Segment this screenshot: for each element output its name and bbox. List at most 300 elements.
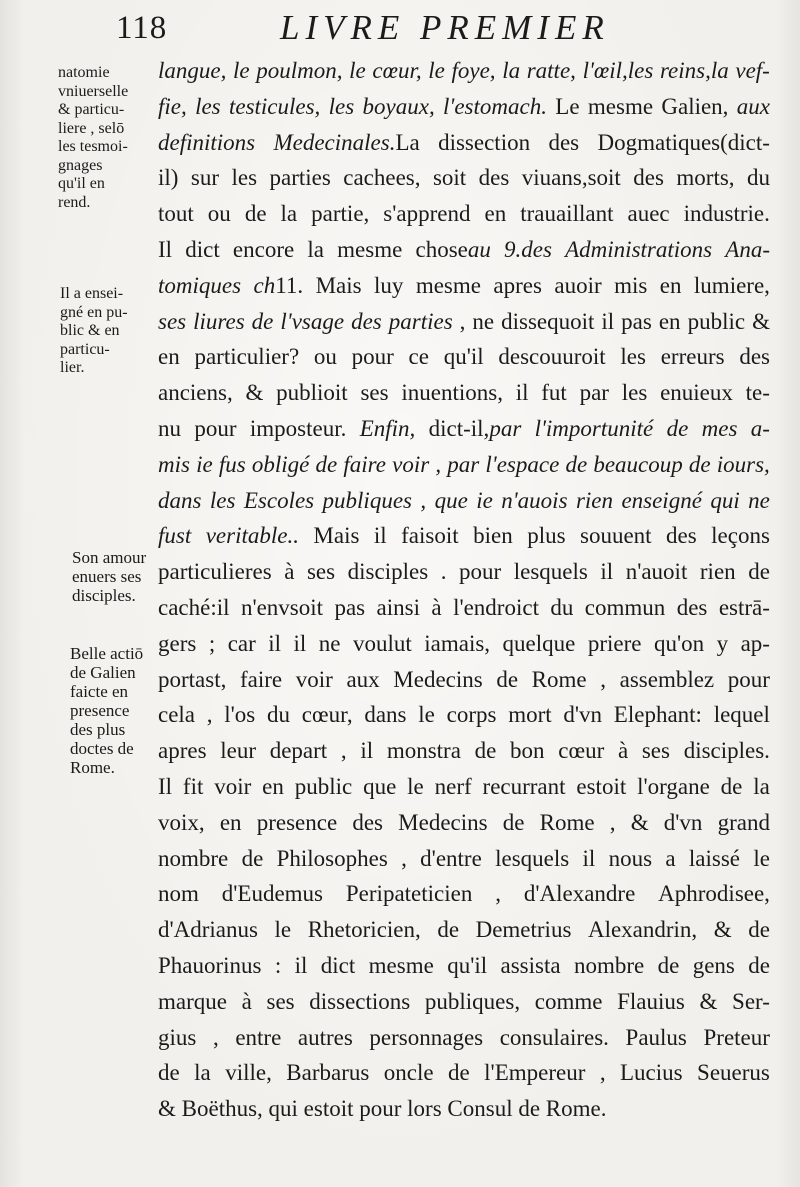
word-part: Mais xyxy=(313,523,360,549)
word-part: à xyxy=(617,738,629,764)
word xyxy=(158,912,258,948)
word xyxy=(693,948,735,984)
margin-note-line: doctes de xyxy=(70,739,134,758)
word xyxy=(250,411,346,447)
word xyxy=(475,733,497,769)
word xyxy=(459,554,501,590)
word xyxy=(158,662,226,698)
word xyxy=(588,89,653,125)
word-part: Lucius xyxy=(620,1060,683,1086)
word xyxy=(231,160,257,196)
word xyxy=(714,697,770,733)
word xyxy=(158,53,226,89)
word-part: il xyxy=(360,738,374,764)
word-part: qu'il xyxy=(447,952,488,978)
word-part: bon xyxy=(510,738,545,764)
word-part: des xyxy=(478,165,510,191)
word xyxy=(158,1020,196,1056)
word-part: veritable.. xyxy=(205,523,299,549)
word-part: depart xyxy=(269,738,328,764)
word-part: Rome xyxy=(531,666,587,692)
word-part: fie, xyxy=(158,93,187,119)
word-part: morts, xyxy=(676,165,735,191)
word xyxy=(262,769,284,805)
word-part: l'vsage xyxy=(280,308,345,334)
word xyxy=(627,196,669,232)
word xyxy=(610,805,616,841)
word-part: l'endroict xyxy=(453,594,539,620)
word xyxy=(719,590,770,626)
margin-note-line: enuers ses xyxy=(72,567,142,586)
text-line xyxy=(158,912,770,948)
word xyxy=(295,948,308,984)
word xyxy=(377,590,420,626)
word xyxy=(276,375,348,411)
word xyxy=(617,984,685,1020)
margin-note-line: gné en pu- xyxy=(60,303,128,321)
word-part: en xyxy=(659,272,682,298)
word-part: ses xyxy=(158,308,187,334)
word-part: Mais xyxy=(315,272,362,298)
word xyxy=(210,483,236,519)
word-part: nu xyxy=(158,415,181,441)
word-part: lequel xyxy=(713,702,770,728)
word xyxy=(435,483,468,519)
word-part: consulaires. xyxy=(499,1024,609,1050)
word-part: de xyxy=(720,773,743,799)
word xyxy=(600,662,606,698)
word-part: des xyxy=(633,165,664,191)
page-number: 118 xyxy=(116,10,168,46)
word xyxy=(281,196,298,232)
word xyxy=(208,196,231,232)
word-part: . xyxy=(440,559,447,585)
word xyxy=(495,876,501,912)
word xyxy=(747,160,770,196)
word-part: voir xyxy=(392,451,430,477)
text-line xyxy=(158,554,770,590)
word xyxy=(659,304,681,340)
word xyxy=(483,769,566,805)
word xyxy=(748,483,770,519)
word-part: auoir xyxy=(554,272,602,298)
word xyxy=(346,662,379,698)
word-part: Demetrius xyxy=(475,917,572,943)
word-part: dict xyxy=(185,236,220,262)
word xyxy=(498,339,605,375)
word xyxy=(441,554,447,590)
word-part: en xyxy=(262,773,284,799)
word xyxy=(601,304,614,340)
word-part: enuieux xyxy=(660,380,733,406)
word-part: ne xyxy=(748,487,770,513)
word xyxy=(183,769,203,805)
word-part: de xyxy=(657,952,680,978)
word-part: partie, xyxy=(311,201,370,227)
word xyxy=(222,876,323,912)
word xyxy=(431,590,441,626)
word xyxy=(609,841,652,877)
word-part: pour xyxy=(194,415,237,441)
word xyxy=(392,447,429,483)
word xyxy=(252,304,274,340)
word-part: des xyxy=(548,129,580,155)
word-part: Paulus xyxy=(625,1024,687,1050)
word xyxy=(502,53,520,89)
word xyxy=(677,590,708,626)
word-part: quelque xyxy=(502,630,576,656)
word-part: de xyxy=(315,451,338,477)
word xyxy=(660,268,682,304)
word-part: par xyxy=(489,415,522,441)
word-part: boyaux, xyxy=(362,93,435,119)
word-part: poulmon, xyxy=(256,58,343,83)
word xyxy=(329,89,355,125)
word-part: le xyxy=(418,702,435,728)
word xyxy=(626,1020,687,1056)
word xyxy=(158,483,201,519)
word-part: descouuroit xyxy=(498,344,606,370)
text-line xyxy=(158,89,770,125)
word xyxy=(337,232,402,268)
word-part: anciens, xyxy=(158,380,233,406)
word-part: , xyxy=(459,308,466,334)
word-part: n'auoit xyxy=(625,559,688,585)
word-part: commun xyxy=(584,594,666,620)
word-part: ses xyxy=(360,380,389,406)
word xyxy=(684,733,770,769)
word-part: estrā- xyxy=(718,594,770,620)
word-part: marque xyxy=(158,988,227,1014)
word xyxy=(158,733,207,769)
word xyxy=(275,912,292,948)
word xyxy=(583,53,654,89)
word-part: plus xyxy=(527,523,566,549)
word-part: ie xyxy=(476,487,493,513)
word-part: l'organe xyxy=(637,773,710,799)
running-head: LIVRE PREMIER xyxy=(280,8,610,47)
word xyxy=(401,518,459,554)
word-part: le xyxy=(753,845,770,871)
word xyxy=(420,483,426,519)
word-part: & xyxy=(752,308,770,334)
word-part: du xyxy=(550,594,574,620)
word-part: qu'on xyxy=(653,630,705,656)
word xyxy=(321,948,356,984)
word xyxy=(360,375,388,411)
word-part: Rome xyxy=(539,809,595,835)
word-part: encore xyxy=(232,236,295,262)
word xyxy=(576,483,613,519)
word xyxy=(384,1055,434,1091)
word xyxy=(495,841,569,877)
word xyxy=(280,304,344,340)
word xyxy=(308,912,421,948)
word xyxy=(448,1055,470,1091)
word-part: & xyxy=(630,809,649,835)
word xyxy=(618,733,628,769)
word xyxy=(614,268,647,304)
word-part: mesme xyxy=(415,272,481,298)
word xyxy=(314,339,337,375)
word-part: d'vn xyxy=(563,702,603,728)
word-part: portast, xyxy=(158,666,227,692)
word-part: iamais, xyxy=(424,630,491,656)
word-part: nom xyxy=(158,881,199,907)
word xyxy=(447,697,497,733)
word xyxy=(415,232,490,268)
word-part: l'œil,les xyxy=(582,58,654,83)
word xyxy=(254,268,304,304)
word-part: l'os xyxy=(224,702,256,728)
word-part: disciples xyxy=(347,559,429,585)
word-part: il xyxy=(294,952,308,978)
word xyxy=(316,447,338,483)
word xyxy=(504,232,552,268)
word-part: langue, xyxy=(158,58,227,83)
word-part: ainsi xyxy=(376,594,420,620)
word xyxy=(158,339,180,375)
word-part: du xyxy=(267,702,291,728)
word-part: il xyxy=(373,523,387,549)
word-part: cœur xyxy=(558,738,605,764)
word-part: mes xyxy=(701,415,738,441)
word xyxy=(554,268,601,304)
word-part: car xyxy=(227,630,256,656)
word xyxy=(298,1020,353,1056)
word-part: en xyxy=(658,308,681,334)
word xyxy=(593,447,682,483)
word xyxy=(207,697,213,733)
word-part: , xyxy=(495,881,501,907)
word-part: a- xyxy=(750,415,770,441)
word xyxy=(268,626,281,662)
word-part: rien xyxy=(575,487,614,513)
word-part: testicules, xyxy=(228,93,321,119)
word-part: publiques xyxy=(322,487,412,513)
word xyxy=(158,769,172,805)
word-part: de xyxy=(158,1060,180,1086)
word-part: des xyxy=(351,308,382,334)
word-part: les xyxy=(231,165,258,191)
word xyxy=(158,948,262,984)
word xyxy=(158,268,241,304)
word-part: Administrations xyxy=(565,236,713,262)
word-part: l'espace xyxy=(485,451,560,477)
word-part: dissequoit xyxy=(501,308,595,334)
margin-note-line: natomie xyxy=(58,64,110,81)
word xyxy=(418,697,435,733)
word-part: bien xyxy=(473,523,513,549)
word xyxy=(348,554,429,590)
word-part: , xyxy=(401,845,407,871)
word xyxy=(194,1055,211,1091)
word xyxy=(158,125,255,161)
margin-note-line: Belle actiō xyxy=(70,644,144,663)
word xyxy=(241,590,323,626)
word-part: liures xyxy=(193,308,245,334)
word-part: Il xyxy=(158,236,173,262)
word-part: que xyxy=(363,773,397,799)
word-part: , xyxy=(340,738,347,764)
margin-note-line: particu- xyxy=(60,340,110,358)
text-line xyxy=(158,841,770,877)
word xyxy=(527,518,565,554)
word-part: faire xyxy=(239,666,283,692)
word xyxy=(548,125,579,161)
word-part: d'Eudemus xyxy=(221,881,324,907)
word-part: Medecins xyxy=(393,666,483,692)
margin-note-line: qu'il en xyxy=(58,175,105,192)
word xyxy=(374,268,403,304)
word-part: faire xyxy=(343,451,386,477)
word xyxy=(721,769,743,805)
word xyxy=(633,160,664,196)
word xyxy=(728,662,770,698)
word-part: le xyxy=(428,58,445,83)
word-part: dict-il, xyxy=(428,415,490,441)
word-part: foye, xyxy=(451,58,496,83)
word xyxy=(660,53,729,89)
word-part: ne xyxy=(472,308,495,334)
word xyxy=(158,304,186,340)
word xyxy=(158,518,191,554)
word xyxy=(228,626,256,662)
word xyxy=(219,447,246,483)
word xyxy=(460,304,466,340)
word xyxy=(555,89,579,125)
word-part: mis xyxy=(614,272,648,298)
word xyxy=(158,411,181,447)
margin-note-line: liere , selō xyxy=(58,119,125,137)
word xyxy=(425,984,520,1020)
word-part: les xyxy=(195,93,221,119)
word-part: la xyxy=(280,201,298,227)
word xyxy=(213,1020,219,1056)
word xyxy=(360,733,373,769)
word xyxy=(158,590,230,626)
word xyxy=(224,697,255,733)
word-part: pas xyxy=(621,308,652,334)
word-part: fit xyxy=(182,773,204,799)
word-part: voir xyxy=(295,666,333,692)
word-part: imposteur. xyxy=(249,415,347,441)
word-part: de xyxy=(748,559,770,585)
word xyxy=(660,375,733,411)
word-part: l'importunité xyxy=(534,415,654,441)
word xyxy=(717,447,770,483)
word-part: laissé xyxy=(688,845,741,871)
word xyxy=(235,1020,281,1056)
word-part: Enfin, xyxy=(359,415,416,441)
text-run: & Boëthus, qui estoit pour lors Consul de Rome. xyxy=(158,1096,607,1122)
word xyxy=(479,160,510,196)
word-part: mesme xyxy=(368,952,434,978)
word xyxy=(242,841,264,877)
word-part: personnages xyxy=(369,1024,484,1050)
word-part: : xyxy=(274,952,282,978)
word xyxy=(694,268,770,304)
word-part: estoit xyxy=(576,773,627,799)
word-part: ou xyxy=(207,201,231,227)
word xyxy=(689,841,740,877)
word-part: ses xyxy=(641,738,670,764)
word-part: te- xyxy=(745,380,770,406)
word xyxy=(622,375,648,411)
word xyxy=(360,411,416,447)
word xyxy=(256,53,342,89)
word-part: de xyxy=(748,917,770,943)
word xyxy=(334,590,365,626)
word xyxy=(311,196,369,232)
margin-note-line: gnages xyxy=(58,156,103,174)
word xyxy=(302,697,353,733)
word xyxy=(438,125,530,161)
word-part: des xyxy=(739,344,770,370)
text-line xyxy=(158,626,770,662)
text-line xyxy=(158,1091,770,1127)
word xyxy=(295,769,353,805)
word-part: monstra xyxy=(386,738,461,764)
word xyxy=(714,912,732,948)
word-part: , xyxy=(599,1060,606,1086)
word xyxy=(194,411,236,447)
word xyxy=(158,805,205,841)
word xyxy=(620,339,646,375)
word xyxy=(520,196,613,232)
word xyxy=(748,912,770,948)
word xyxy=(270,733,327,769)
word-part: l'Empereur xyxy=(484,1060,586,1086)
word xyxy=(257,805,337,841)
word xyxy=(732,984,770,1020)
text-line xyxy=(158,948,770,984)
word xyxy=(296,662,333,698)
word-part: le xyxy=(349,58,366,83)
word-part: priere xyxy=(587,630,642,656)
word xyxy=(352,339,394,375)
word-part: parties xyxy=(388,308,453,334)
word-part: la xyxy=(194,1060,211,1086)
word-part: pour xyxy=(727,666,770,692)
word xyxy=(225,1055,272,1091)
word-part: d'Alexandre xyxy=(523,881,636,907)
word xyxy=(185,232,220,268)
word-part: public xyxy=(687,308,746,334)
word xyxy=(158,626,196,662)
text-line xyxy=(158,411,770,447)
word xyxy=(158,876,199,912)
word-part: presence xyxy=(256,809,338,835)
word-part: Seuerus xyxy=(697,1060,770,1086)
word xyxy=(620,662,715,698)
word-part: Medecins xyxy=(398,809,488,835)
word-part: l'estomach. xyxy=(443,93,547,119)
word xyxy=(158,89,187,125)
word xyxy=(158,375,233,411)
word-part: à xyxy=(284,559,295,585)
word-part: par xyxy=(447,451,480,477)
word-part: d'entre xyxy=(420,845,482,871)
word-part: caché:il xyxy=(158,594,230,620)
margin-note-line: de Galien xyxy=(70,663,136,682)
margin-note-line: vniuerselle xyxy=(58,82,129,100)
text-line xyxy=(158,125,770,161)
word-part: fus xyxy=(218,451,246,477)
word xyxy=(697,1055,770,1091)
word-part: ap- xyxy=(740,630,770,656)
word-part: s'apprend xyxy=(383,201,471,227)
